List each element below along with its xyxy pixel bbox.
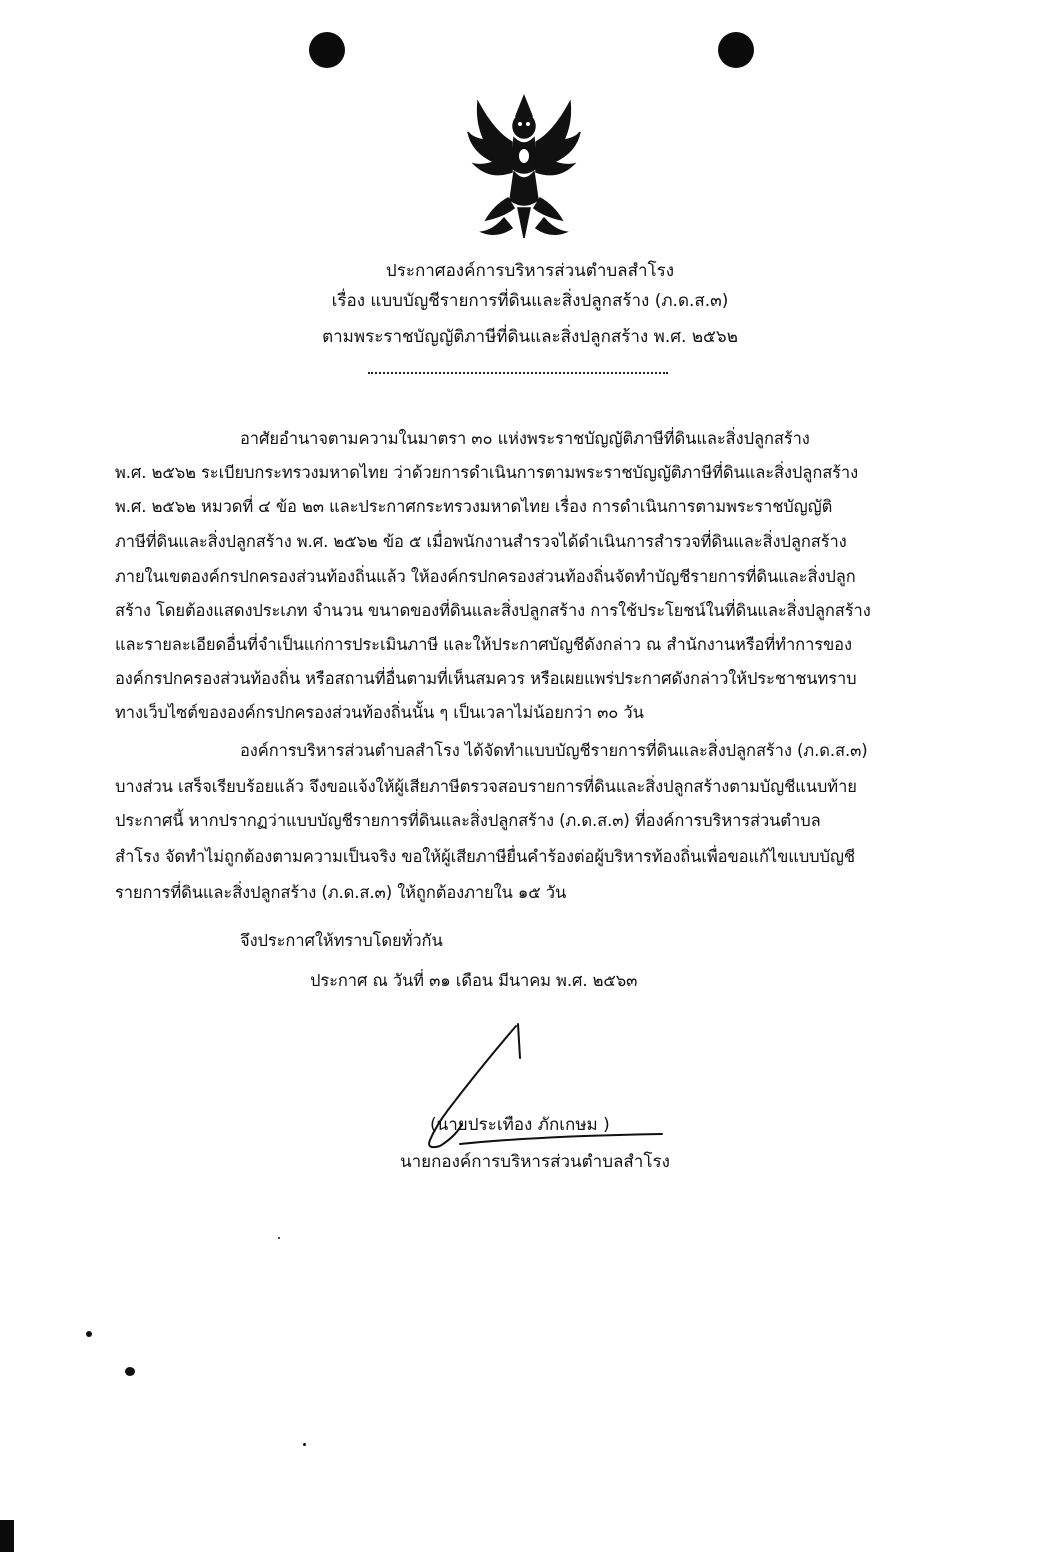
- header-divider: [368, 372, 668, 374]
- paragraph-1-line: พ.ศ. ๒๕๖๒ ระเบียบกระทรวงมหาดไทย ว่าด้วยการดำเนินการตามพระราชบัญญัติภาษีที่ดินและสิ่งปลูกสร้าง: [115, 463, 859, 482]
- handwritten-signature: [400, 1018, 670, 1158]
- paragraph-1-line: ทางเว็บไซต์ขององค์กรปกครองส่วนท้องถิ่นนั้น ๆ เป็นเวลาไม่น้อยกว่า ๓๐ วัน: [115, 703, 644, 722]
- announcement-date: ประกาศ ณ วันที่ ๓๑ เดือน มีนาคม พ.ศ. ๒๕๖๓: [310, 971, 638, 990]
- paragraph-1-line: พ.ศ. ๒๕๖๒ หมวดที่ ๔ ข้อ ๒๓ และประกาศกระทรวงมหาดไทย เรื่อง การดำเนินการตามพระราชบัญญัติ: [115, 497, 833, 516]
- garuda-emblem: [464, 92, 584, 242]
- scan-speck: [125, 1367, 135, 1376]
- scan-speck: [303, 1443, 306, 1446]
- paragraph-2-line: องค์การบริหารส่วนตำบลสำโรง ได้จัดทำแบบบัญชีรายการที่ดินและสิ่งปลูกสร้าง (ภ.ด.ส.๓): [240, 741, 868, 760]
- scan-edge-shadow: [0, 1520, 14, 1552]
- paragraph-1-line: ภาษีที่ดินและสิ่งปลูกสร้าง พ.ศ. ๒๕๖๒ ข้อ ๕ เมื่อพนักงานสำรวจได้ดำเนินการสำรวจที่ดินและสิ่งปลูกสร้าง: [115, 532, 847, 551]
- paragraph-1-line: สร้าง โดยต้องแสดงประเภท จำนวน ขนาดของที่ดินและสิ่งปลูกสร้าง การใช้ประโยชน์ในที่ดินและสิ่งปลูกสร้าง: [115, 601, 871, 620]
- paragraph-1-line: องค์กรปกครองส่วนท้องถิ่น หรือสถานที่อื่นตามที่เห็นสมควร หรือเผยแพร่ประกาศดังกล่าวให้ประชาชนทราบ: [115, 669, 857, 688]
- header-subject: เรื่อง แบบบัญชีรายการที่ดินและสิ่งปลูกสร้าง (ภ.ด.ส.๓): [331, 291, 729, 311]
- closing-statement: จึงประกาศให้ทราบโดยทั่วกัน: [240, 931, 443, 950]
- punch-hole-right: [718, 32, 754, 68]
- paragraph-2-line: รายการที่ดินและสิ่งปลูกสร้าง (ภ.ด.ส.๓) ให้ถูกต้องภายใน ๑๕ วัน: [115, 883, 567, 902]
- paragraph-1-line: ภายในเขตองค์กรปกครองส่วนท้องถิ่นแล้ว ให้องค์กรปกครองส่วนท้องถิ่นจัดทำบัญชีรายการที่ดินและสิ่งปลูก: [115, 567, 856, 586]
- header-authority: ประกาศองค์การบริหารส่วนตำบลสำโรง: [385, 261, 675, 281]
- scan-speck: [86, 1331, 92, 1337]
- paragraph-2-line: สำโรง จัดทำไม่ถูกต้องตามความเป็นจริง ขอให้ผู้เสียภาษียื่นคำร้องต่อผู้บริหารท้องถิ่นเพื่อขอแก้ไขแบบบัญชี: [115, 847, 855, 866]
- paragraph-2-line: บางส่วน เสร็จเรียบร้อยแล้ว จึงขอแจ้งให้ผู้เสียภาษีตรวจสอบรายการที่ดินและสิ่งปลูกสร้างตามบัญชีแนบท้าย: [115, 777, 857, 796]
- scan-speck: [278, 1237, 280, 1239]
- signatory-name: (นายประเทือง ภักเกษม ): [430, 1115, 610, 1135]
- header-law: ตามพระราชบัญญัติภาษีที่ดินและสิ่งปลูกสร้าง พ.ศ. ๒๕๖๒: [322, 327, 738, 347]
- paragraph-1-line: และรายละเอียดอื่นที่จำเป็นแก่การประเมินภาษี และให้ประกาศบัญชีดังกล่าว ณ สำนักงานหรือที่ทำการของ: [115, 635, 852, 654]
- signatory-title: นายกองค์การบริหารส่วนตำบลสำโรง: [400, 1152, 670, 1172]
- punch-hole-left: [309, 32, 345, 68]
- paragraph-1-line: อาศัยอำนาจตามความในมาตรา ๓๐ แห่งพระราชบัญญัติภาษีที่ดินและสิ่งปลูกสร้าง: [240, 429, 810, 448]
- paragraph-2-line: ประกาศนี้ หากปรากฏว่าแบบบัญชีรายการที่ดินและสิ่งปลูกสร้าง (ภ.ด.ส.๓) ที่องค์การบริหารส่วนตำบล: [115, 811, 821, 830]
